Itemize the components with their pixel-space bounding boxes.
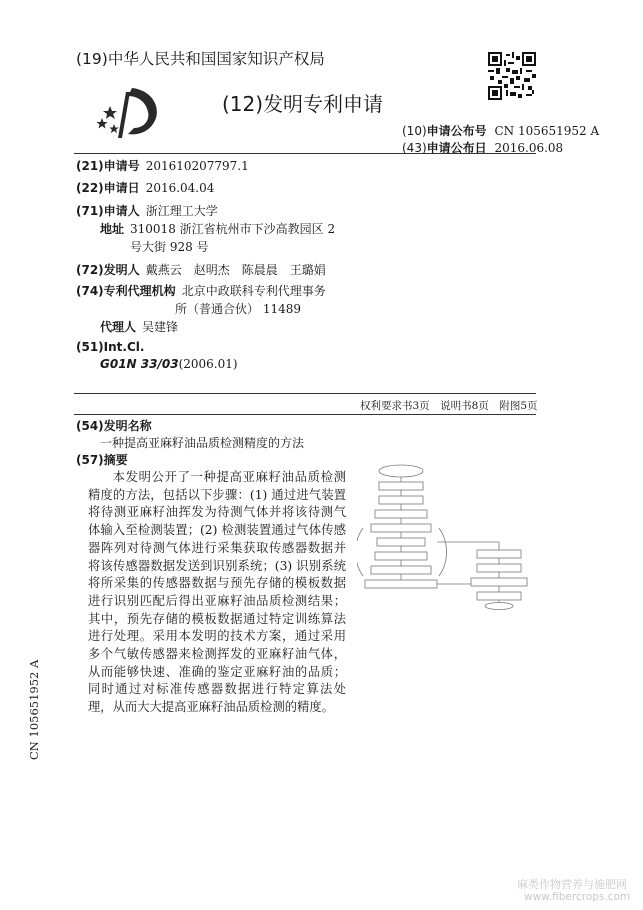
abstract-text: 本发明公开了一种提高亚麻籽油品质检测精度的方法，包括以下步骤：(1) 通过进气装置将待测亚麻籽油挥发为待测气体并将该待测气体输入至检测装置；(2) 检测装置通过气体传感器阵列对待测气体进行采集获取传感器数据并将该传感器数据发送到识别系统；(3) 识别系统将所采集的传感器数据与预先存储的模板数据进行识别匹配后得出亚麻籽油品质检测结果；其中，预先存储的模板数据通过特定训练算法进行处理。采用本发明的技术方案，通过采用多个气敏传感器来检测挥发的亚麻籽油气体，从而能够快速、准确的鉴定亚麻籽油的品质；同时通过对标准传感器数据进行特定算法处理，从而大大提高亚麻籽油品质检测的精度。 [88,470,346,715]
cnipa-emblem-icon [96,84,166,142]
abstract-heading [76,452,134,469]
agent [100,319,178,336]
patent-agency-code: (74) [76,284,104,298]
invention-title [100,435,304,452]
application-number [76,158,249,175]
publication-number-code: (10) [402,124,427,138]
application-date-value: 2016.04.04 [145,181,215,195]
publication-number [402,122,599,139]
application-number-value: 201610207797.1 [145,159,249,173]
patent-agency-line2: 所（普通合伙） 11489 [175,302,301,316]
int-cl-code: (51) [76,340,104,354]
document-type-label: 发明专利申请 [263,92,384,116]
publication-date-label: 申请公布日 [426,141,487,155]
patent-agency [76,283,326,300]
document-type-code: (12) [222,92,264,116]
applicant-code: (71) [76,204,104,218]
patent-agency-label: 专利代理机构 [103,284,176,298]
publication-date-value: 2016.06.08 [494,141,564,155]
agent-label: 代理人 [100,320,137,334]
watermark-line1: 麻类作物营养与施肥网 [517,878,627,891]
int-cl-class-date: (2006.01) [178,357,238,371]
address [100,221,335,238]
address-label: 地址 [100,222,125,236]
side-publication-number: CN 105651952 A [27,659,41,760]
address-continued [130,239,209,256]
abstract-code: (57) [76,453,104,467]
publication-date-code: (43) [402,141,427,155]
invention-title-heading [76,418,158,435]
office-header [76,47,325,69]
int-cl [76,339,150,356]
office-name: 中华人民共和国国家知识产权局 [107,50,325,68]
document-type [222,88,383,117]
applicant [76,203,218,220]
abstract-flowchart [357,462,533,610]
application-number-label: 申请号 [103,159,140,173]
applicant-label: 申请人 [103,204,140,218]
qr-code-icon [488,52,536,100]
address-line1: 310018 浙江省杭州市下沙高教园区 2 [130,222,336,236]
application-date-label: 申请日 [103,181,140,195]
watermark-line2: www.fibercrops.com [524,891,631,903]
office-code: (19) [76,50,108,68]
inventors-label: 发明人 [103,263,140,277]
middle-rule [74,393,536,394]
publication-number-label: 申请公布号 [426,124,487,138]
inventors-value: 戴燕云 赵明杰 陈晨晨 王璐娟 [145,263,326,277]
int-cl-label: Int.Cl. [103,340,145,354]
address-line2: 号大街 928 号 [130,240,209,254]
inventors-code: (72) [76,263,104,277]
top-rule [74,153,536,154]
lower-rule [74,414,536,415]
page-counts: 权利要求书3页 说明书8页 附图5页 [360,400,538,412]
patent-agency-line1: 北京中政联科专利代理事务 [181,284,326,298]
application-number-code: (21) [76,159,104,173]
int-cl-class-code: G01N 33/03 [100,357,179,371]
application-date-code: (22) [76,181,104,195]
applicant-value: 浙江理工大学 [145,204,218,218]
application-date [76,180,214,197]
agent-value: 吴建锋 [142,320,179,334]
patent-agency-continued [175,301,301,318]
inventors [76,262,326,279]
invention-title-label: 发明名称 [103,419,152,433]
invention-title-code: (54) [76,419,104,433]
invention-title-value: 一种提高亚麻籽油品质检测精度的方法 [100,436,305,450]
publication-number-value: CN 105651952 A [494,124,600,138]
abstract-label: 摘要 [103,453,128,467]
int-cl-class [100,356,238,373]
